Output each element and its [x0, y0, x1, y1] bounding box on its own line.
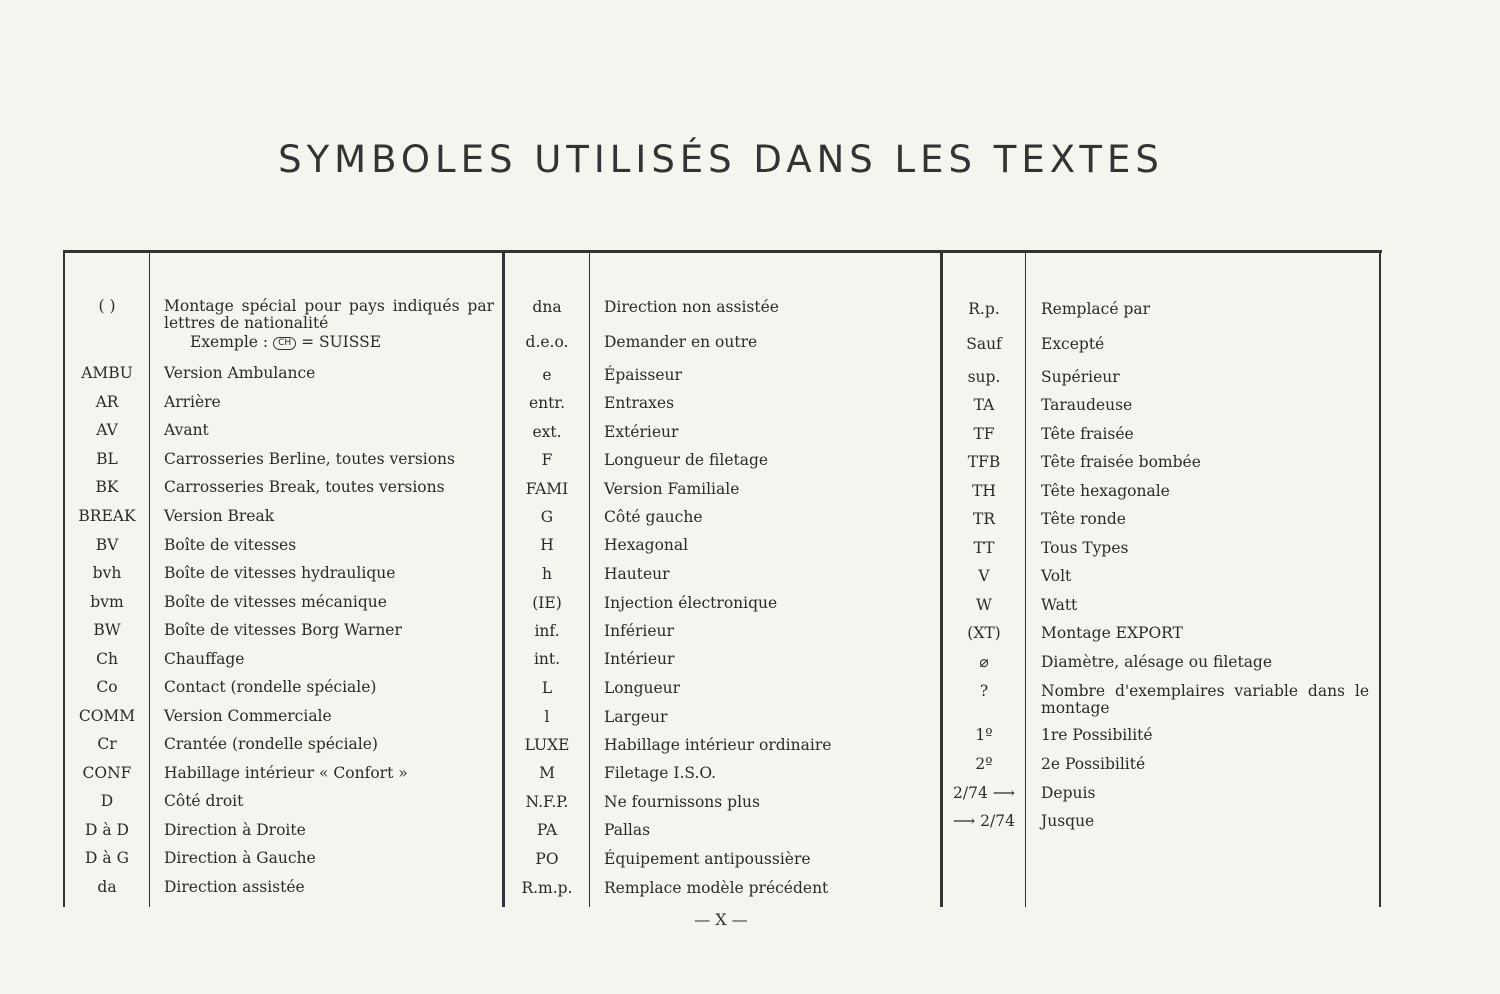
symbol-cell: D [100, 792, 114, 810]
description-cell: Watt [1041, 596, 1078, 614]
description-cell: Habillage intérieur « Confort » [164, 764, 408, 782]
symbol-cell: TFB [967, 453, 1001, 471]
symbol-cell: BREAK [78, 507, 136, 525]
symbol-cell: N.F.P. [525, 793, 569, 811]
description-cell: Inférieur [604, 622, 674, 640]
description-cell: Version Familiale [604, 480, 740, 498]
col2-divider [589, 253, 590, 907]
symbol-cell: e [542, 366, 552, 384]
description-cell: Version Commerciale [164, 707, 332, 725]
symbol-cell: FAMI [525, 480, 569, 498]
description-cell: Montage EXPORT [1041, 624, 1183, 642]
description-cell: Nombre d'exemplaires variable dans le montage [1041, 682, 1369, 717]
symbol-cell: 1º [975, 726, 993, 744]
symbol-cell: H [540, 536, 554, 554]
description-cell: Demander en outre [604, 333, 758, 351]
description-cell: Direction à Gauche [164, 849, 316, 867]
symbol-cell: 2º [975, 755, 993, 773]
symbol-cell: ⟶ 2/74 [953, 812, 1015, 830]
description-cell: Carrosseries Berline, toutes versions [164, 450, 455, 468]
description-cell: Carrosseries Break, toutes versions [164, 478, 445, 496]
symbol-cell: PA [536, 821, 558, 839]
symbol-cell: TT [973, 539, 995, 557]
symbol-cell: BK [95, 478, 119, 496]
description-cell: Crantée (rondelle spéciale) [164, 735, 378, 753]
description-cell: Hauteur [604, 565, 670, 583]
description-cell: Largeur [604, 708, 668, 726]
description-cell: Tête fraisée [1041, 425, 1134, 443]
symbol-cell: inf. [534, 622, 560, 640]
description-cell: Remplace modèle précédent [604, 879, 829, 897]
description-cell: Longueur de filetage [604, 451, 769, 469]
description-cell: Jusque [1041, 812, 1095, 830]
description-cell: Direction à Droite [164, 821, 306, 839]
symbol-cell: h [542, 565, 552, 583]
description-cell: Côté gauche [604, 508, 703, 526]
description-cell: Boîte de vitesses mécanique [164, 593, 387, 611]
symbol-cell: R.p. [968, 300, 1000, 318]
description-cell: Filetage I.S.O. [604, 764, 717, 782]
description-cell: Tête ronde [1041, 510, 1126, 528]
symbol-cell: M [539, 764, 555, 782]
symbol-cell: BW [93, 621, 121, 639]
table-right-border [1379, 253, 1381, 907]
symbol-cell: TR [972, 510, 995, 528]
description-cell: Diamètre, alésage ou filetage [1041, 653, 1273, 671]
symbol-cell: entr. [528, 394, 566, 412]
page-number: — X — [694, 910, 748, 929]
symbol-cell: PO [535, 850, 559, 868]
description-cell: Supérieur [1041, 368, 1120, 386]
symbol-cell: AR [95, 393, 119, 411]
description-cell: Boîte de vitesses [164, 536, 297, 554]
description-cell: Ne fournissons plus [604, 793, 760, 811]
description-cell: Hexagonal [604, 536, 689, 554]
symbol-cell: int. [533, 650, 561, 668]
description-cell: Version Ambulance [164, 364, 316, 382]
description-cell: Longueur [604, 679, 681, 697]
symbol-cell: l [544, 708, 550, 726]
example-label: Exemple : [190, 333, 269, 351]
symbol-cell: BL [96, 450, 118, 468]
description-cell: 1re Possibilité [1041, 726, 1153, 744]
symbol-cell: bvm [90, 593, 124, 611]
description-cell: Boîte de vitesses hydraulique [164, 564, 396, 582]
symbol-cell: AMBU [81, 364, 133, 382]
symbol-cell: Cr [97, 735, 117, 753]
symbol-cell: D à D [85, 821, 129, 839]
description-cell: Tête hexagonale [1041, 482, 1170, 500]
symbol-cell: TA [973, 396, 995, 414]
symbol-cell: da [97, 878, 117, 896]
description-cell: Intérieur [604, 650, 675, 668]
col3-divider [1025, 253, 1026, 907]
symbol-cell: CONF [82, 764, 132, 782]
page-title: SYMBOLES UTILISÉS DANS LES TEXTES [278, 138, 1164, 181]
description-cell: Taraudeuse [1041, 396, 1133, 414]
description-cell: Boîte de vitesses Borg Warner [164, 621, 402, 639]
description-cell: Chauffage [164, 650, 245, 668]
description-cell: Pallas [604, 821, 651, 839]
description-cell: Volt [1041, 567, 1072, 585]
example-line [190, 334, 381, 351]
symbol-cell: L [541, 679, 553, 697]
symbol-cell: W [976, 596, 992, 614]
symbol-cell: Co [96, 678, 118, 696]
symbol-cell: COMM [78, 707, 136, 725]
description-cell: Depuis [1041, 784, 1096, 802]
description-cell: Habillage intérieur ordinaire [604, 736, 832, 754]
col1-divider [149, 253, 150, 907]
symbol-cell: D à G [85, 849, 129, 867]
table-top-rule [63, 250, 1382, 253]
symbol-cell: ? [979, 682, 989, 700]
symbol-cell: F [541, 451, 553, 469]
description-cell: Injection électronique [604, 594, 778, 612]
description-cell: Côté droit [164, 792, 244, 810]
symbol-cell: (IE) [532, 594, 562, 612]
symbol-cell: AV [96, 421, 118, 439]
symbol-cell: bvh [92, 564, 122, 582]
symbols-table [63, 250, 1382, 907]
symbol-cell: Sauf [966, 335, 1002, 353]
symbol-cell: TF [973, 425, 995, 443]
description-cell: Remplacé par [1041, 300, 1151, 318]
symbol-cell: R.m.p. [521, 879, 573, 897]
symbol-cell: (XT) [967, 624, 1001, 642]
example-value: = SUISSE [301, 333, 382, 351]
description-cell: Entraxes [604, 394, 675, 412]
description-cell: Extérieur [604, 423, 679, 441]
symbol-cell: Ch [96, 650, 118, 668]
description-cell: Tous Types [1041, 539, 1129, 557]
symbol-cell: G [540, 508, 554, 526]
symbol-cell: d.e.o. [525, 333, 569, 351]
description-cell: Contact (rondelle spéciale) [164, 678, 377, 696]
symbol-cell: ⌀ [979, 653, 989, 671]
symbol-cell: sup. [967, 368, 1001, 386]
symbol-cell: TH [972, 482, 996, 500]
symbol-cell: LUXE [524, 736, 570, 754]
symbol-cell: ( ) [98, 297, 116, 315]
description-cell: Montage spécial pour pays indiqués par lettres de nationalité [164, 297, 494, 332]
symbol-cell: V [978, 567, 990, 585]
description-cell: Avant [164, 421, 209, 439]
description-cell: Excepté [1041, 335, 1105, 353]
description-cell: Direction non assistée [604, 298, 779, 316]
description-cell: Version Break [164, 507, 275, 525]
nationality-badge: CH [273, 337, 296, 350]
symbol-cell: 2/74 ⟶ [953, 784, 1015, 802]
symbol-cell: BV [95, 536, 119, 554]
symbol-cell: ext. [532, 423, 562, 441]
symbol-cell: dna [532, 298, 562, 316]
description-cell: 2e Possibilité [1041, 755, 1146, 773]
description-cell: Équipement antipoussière [604, 850, 811, 868]
description-cell: Tête fraisée bombée [1041, 453, 1201, 471]
description-cell: Épaisseur [604, 366, 682, 384]
description-cell: Arrière [164, 393, 221, 411]
description-cell: Direction assistée [164, 878, 305, 896]
